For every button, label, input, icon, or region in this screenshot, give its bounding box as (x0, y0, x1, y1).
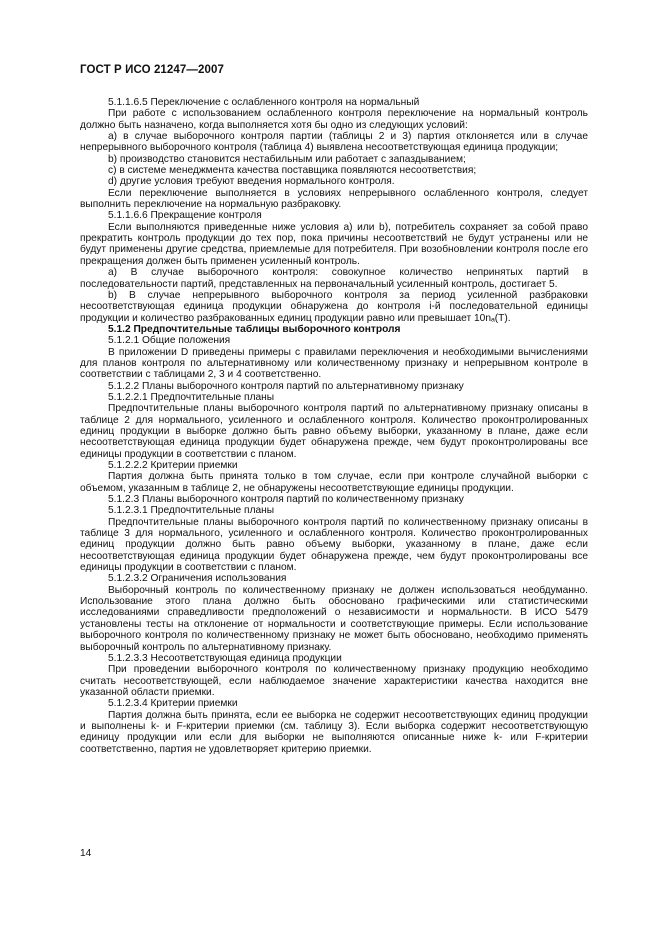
paragraph: Партия должна быть принята, если ее выборка не содержит несоответствующих единиц продукции и выполнены k- и F-критерии приемки (см. таблицу 3). Если выборка содержит несоответствующую единицу продукции или если для выборки не выполняются описанные ниже k- или F-критерии соответственно, партия не удовлетворяет критерию приемки. (80, 709, 588, 755)
section-heading: 5.1.1.6.6 Прекращение контроля (108, 210, 262, 222)
paragraph: Предпочтительные планы выборочного контроля партий по альтернативному признаку описаны в таблице 2 для нормального, усиленного и ослабленного контроля. Количество проконтролированных единиц продукции в выборке должно быть равно объему выборки, указанному в плане, даже если несоответствующая единица продукции будет обнаружена прежде, чем будут проконтролированы все единицы продукции в соответствии с планом. (80, 403, 588, 460)
standard-header: ГОСТ Р ИСО 21247—2007 (80, 64, 225, 76)
paragraph: В приложении D приведены примеры с правилами переключения и необходимыми вычислениями для планов контроля по альтернативному или количественному признаку и непрерывном контроле в соответствии с таблицами 2, 3 и 4 соответственно. (80, 346, 588, 381)
paragraph: a) В случае выборочного контроля: совокупное количество непринятых партий в последовательности партий, представленных на первоначальный усиленный контроль, достигает 5. (80, 267, 588, 290)
paragraph: a) в случае выборочного контроля партии (таблицы 2 и 3) партия отклоняется или в случае непрерывного выборочного контроля (таблица 4) выявлена несоответствующая единица продукции; (80, 131, 588, 154)
paragraph: b) производство становится нестабильным или работает с запаздыванием; (108, 153, 466, 165)
document-body (80, 97, 588, 755)
section-heading: 5.1.2.3.2 Ограничения использования (108, 573, 287, 585)
paragraph: Выборочный контроль по количественному признаку не должен использоваться необдуманно. Использование этого плана должно быть обосновано графическими или статистическими исследованиями справедливости предположений о независимости и нормальности. В ИСО 5479 установлены тесты на отклонение от нормальности и соответствующие примеры. Если использование выборочного контроля по количественному признаку не может быть обосновано, необходимо применять выборочный контроль по альтернативному признаку. (80, 584, 588, 653)
paragraph: b) В случае непрерывного выборочного контроля за период усиленной разбраковки несоответствующая единица продукции обнаружена до контроля i-й последовательной единицы продукции и количество разбракованных единиц продукции равно или превышает 10nₐ(T). (80, 289, 588, 324)
section-heading: 5.1.2 Предпочтительные таблицы выборочного контроля (108, 323, 401, 335)
paragraph: c) в системе менеджмента качества поставщика появляются несоответствия; (108, 165, 477, 177)
paragraph: Предпочтительные планы выборочного контроля партий по количественному признаку описаны в таблице 3 для нормального, усиленного и ослабленного контроля. Количество проконтролированных единиц продукции должно быть равно объему выборки, указанному в плане, даже если несоответствующая единица продукции будет обнаружена прежде, чем будут проконтролированы все единицы продукции в соответствии с планом. (80, 516, 588, 574)
section-heading: 5.1.1.6.5 Переключение с ослабленного контроля на нормальный (108, 97, 420, 108)
section-heading: 5.1.2.2.2 Критерии приемки (108, 460, 238, 471)
paragraph: Партия должна быть принята только в том случае, если при контроле случайной выборки с объемом, указанным в таблице 2, не обнаружены несоответствующие единицы продукции. (80, 471, 588, 494)
section-heading: 5.1.2.3.4 Критерии приемки (108, 698, 238, 710)
paragraph: Если выполняются приведенные ниже условия a) или b), потребитель сохраняет за собой право прекратить контроль продукции до тех пор, пока причины несоответствий не будут устранены или не будут применены другие средства, приемлемые для потребителя. При возобновлении контроля после его прекращения должен быть применен усиленный контроль. (80, 221, 588, 267)
page-number: 14 (80, 848, 92, 859)
section-heading: 5.1.2.1 Общие положения (108, 335, 231, 347)
paragraph: При проведении выборочного контроля по количественному признаку продукцию необходимо считать несоответствующей, если наблюдаемое значение характеристики качества находится вне указанной области приемки. (80, 664, 588, 698)
section-heading: 5.1.2.2 Планы выборочного контроля партий по альтернативному признаку (108, 380, 464, 392)
paragraph: d) другие условия требуют введения нормального контроля. (108, 176, 395, 188)
section-heading: 5.1.2.3.1 Предпочтительные планы (108, 505, 275, 517)
paragraph: При работе с использованием ослабленного контроля переключение на нормальный контроль должно быть назначено, когда выполняется хотя бы одно из следующих условий: (80, 108, 588, 131)
section-heading: 5.1.2.3 Планы выборочного контроля партий по количественному признаку (108, 494, 464, 506)
section-heading: 5.1.2.3.3 Несоответствующая единица продукции (108, 652, 342, 664)
section-heading: 5.1.2.2.1 Предпочтительные планы (108, 391, 275, 403)
paragraph: Если переключение выполняется в условиях непрерывного ослабленного контроля, следует выполнить переключение на нормальную разбраковку. (80, 187, 588, 211)
